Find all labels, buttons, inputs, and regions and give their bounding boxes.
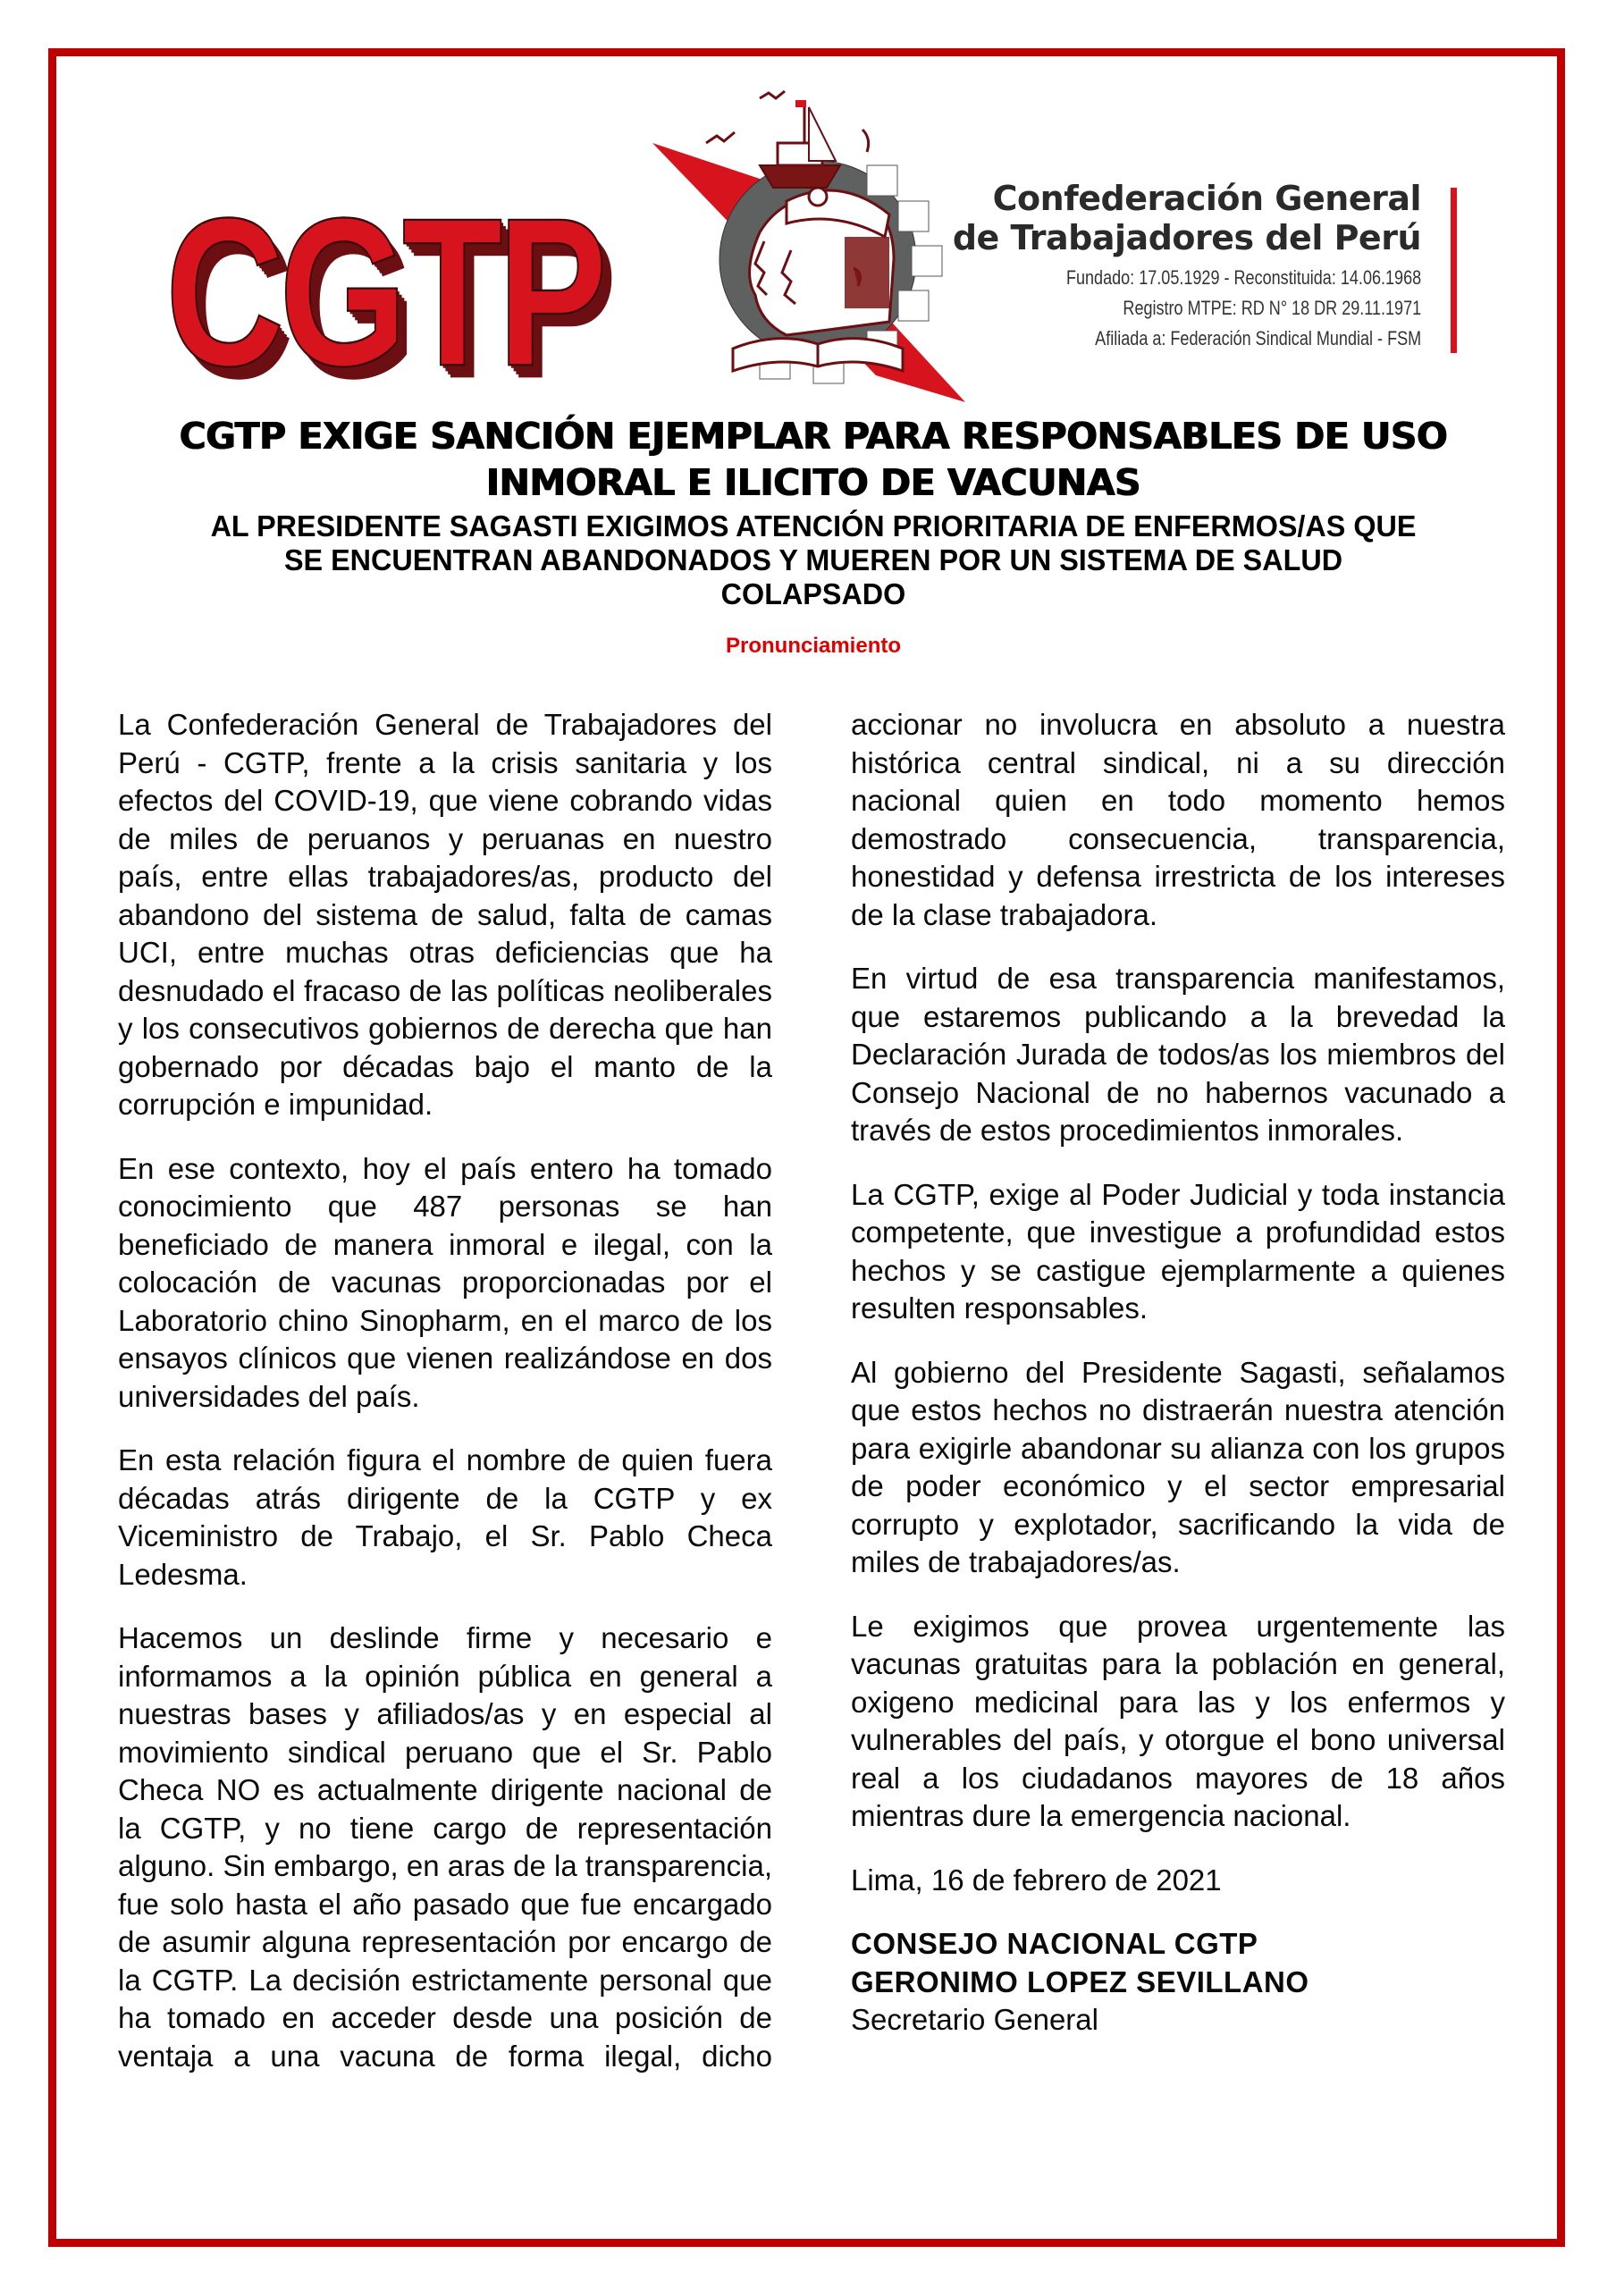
paragraph: La Confederación General de Trabajadores del Perú - CGTP, frente a la crisis sanitaria y los efectos del COVID-19, que viene cobrando vidas de miles de peruanos y peruanas en nuestro país, entre ellas trabajadores/as, producto del abandono del sistema de salud, falta de camas UCI, entre muchas otras deficiencias que ha desnudado el fracaso de las políticas neoliberales y los consecutivos gobiernos de derecha que han gobernado por décadas bajo el manto de la corrupción e impunidad.: [118, 708, 772, 1121]
main-title-line1: CGTP EXIGE SANCIÓN EJEMPLAR PARA RESPONSABLES DE USO: [179, 415, 1448, 458]
signatory-organization: CONSEJO NACIONAL CGTP: [851, 1927, 1258, 1960]
main-title-line2: INMORAL E ILICITO DE VACUNAS: [485, 461, 1141, 504]
red-accent-bar: [1451, 188, 1457, 353]
subtitle-line1: AL PRESIDENTE SAGASTI EXIGIMOS ATENCIÓN PRIORITARIA DE ENFERMOS/AS QUE: [210, 509, 1417, 543]
signatory-role: Secretario General: [851, 2003, 1098, 2036]
paragraph: Hacemos un deslinde firme y necesario e informamos a la opinión pública en general a nuestras bases y afiliados/as y en especial al movimiento sindical peruano que el Sr. Pablo Checa NO es actualmente dirigente nacional de la CGTP, y no tiene cargo de representación alguno. Sin embargo, en aras de la transparencia, fue solo hasta el año pasado que fue encargado de asumir alguna representación por encargo de la CGTP. La decisión estrictamente personal que ha tomado en acceder desde una posición de ventaja a una vacuna de forma ilegal, dicho: [118, 1621, 772, 2073]
paragraph: accionar no involucra en absoluto a nuestra histórica central sindical, ni a su dirección nacional quien en todo momento hemos demostrado consecuencia, transparencia, honestidad y defensa irrestricta de los intereses de la clase trabajadora.: [851, 708, 1505, 931]
paragraph: En ese contexto, hoy el país entero ha tomado conocimiento que 487 personas se han beneficiado de manera inmoral e ilegal, con la colocación de vacunas proporcionadas por el Laboratorio chino Sinopharm, en el marco de los ensayos clínicos que vienen realizándose en dos universidades del país.: [118, 1151, 772, 1413]
subtitle-line2: SE ENCUENTRAN ABANDONADOS Y MUEREN POR UN SISTEMA DE SALUD: [283, 543, 1343, 576]
letterhead: [152, 72, 1457, 410]
cgtp-logo-wordmark: CGTP: [165, 174, 603, 410]
body-column-right: [851, 706, 1505, 2040]
paragraph: Al gobierno del Presidente Sagasti, señalamos que estos hechos no distraerán nuestra atención para exigirle abandonar su alianza con los grupos de poder económico y el sector empresarial corrupto y explotador, sacrificando la vida de miles de trabajadores/as.: [851, 1355, 1505, 1578]
founding-dates: Fundado: 17.05.1929 - Reconstituida: 14.06.1968: [1065, 266, 1421, 289]
organization-info: [953, 179, 1421, 354]
registry-number: Registro MTPE: RD N° 18 DR 29.11.1971: [1123, 297, 1421, 319]
paragraph: Le exigimos que provea urgentemente las vacunas gratuitas para la población en general, oxigeno medicinal para las y los enfermos y vulnerables del país, y otorgue el bono universal real a los ciudadanos mayores de 18 años mientras dure la emergencia nacional.: [851, 1609, 1505, 1832]
body-column-left: [118, 706, 772, 2101]
affiliation: Afiliada a: Federación Sindical Mundial - FSM: [1095, 327, 1421, 349]
ship-icon: [760, 100, 840, 188]
subtitle-line3: COLAPSADO: [720, 577, 906, 610]
cgtp-emblem-icon: [652, 80, 992, 402]
title-block: [89, 413, 1537, 659]
org-name-line1: Confederación General: [992, 179, 1421, 218]
paragraph: En virtud de esa transparencia manifestamos, que estaremos publicando a la brevedad la Declaración Jurada de todos/as los miembros del Consejo Nacional de no habernos vacunado a través de estos procedimientos inmorales.: [851, 962, 1505, 1147]
signatory-name: GERONIMO LOPEZ SEVILLANO: [851, 1964, 1309, 1998]
place-and-date: Lima, 16 de febrero de 2021: [851, 1863, 1222, 1897]
org-name-line2: de Trabajadores del Perú: [952, 218, 1421, 257]
paragraph: La CGTP, exige al Poder Judicial y toda instancia competente, que investigue a profundidad estos hechos y se castigue ejemplarmente a quienes resulten responsables.: [851, 1177, 1505, 1325]
document-type-label: Pronunciamiento: [725, 634, 902, 658]
paragraph: En esta relación figura el nombre de quien fuera décadas atrás dirigente de la CGTP y ex Viceministro de Trabajo, el Sr. Pablo Checa Ledesma.: [118, 1443, 772, 1591]
